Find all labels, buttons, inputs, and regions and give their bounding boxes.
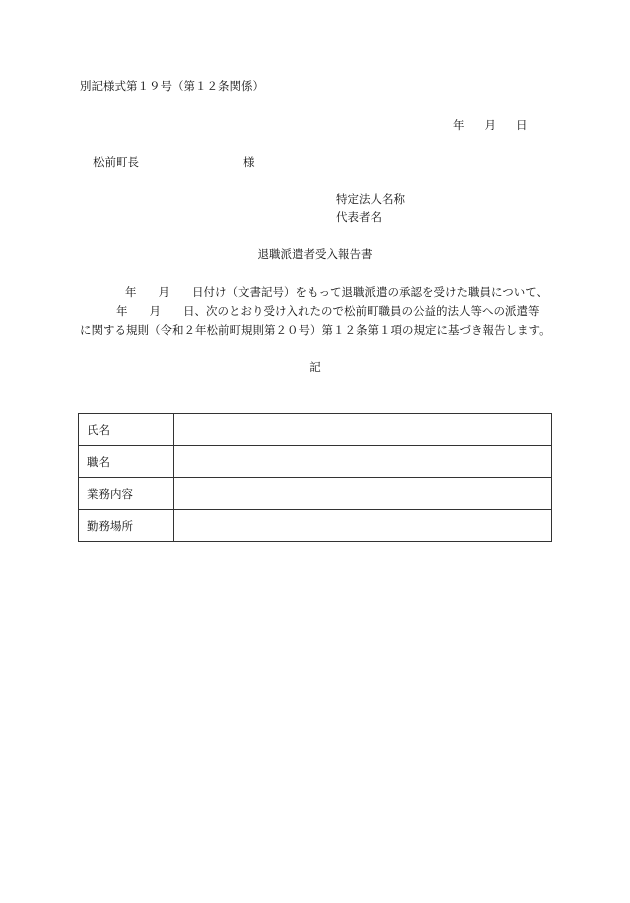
table-row: [79, 446, 552, 478]
body-line-1-month: 月: [158, 285, 170, 299]
body-line-1-year: 年: [125, 285, 137, 299]
body-line-1: [80, 287, 548, 299]
table-row: [79, 510, 552, 542]
body-line-2-text: 日、次のとおり受け入れたので松前町職員の公益的法人等への派遣等: [183, 304, 540, 318]
addressee-name: 松前町長: [93, 155, 139, 169]
row-label-workplace: 勤務場所: [79, 510, 174, 542]
form-number: 別記様式第１９号（第１２条関係）: [80, 79, 264, 93]
date-year-label: 年: [453, 118, 465, 132]
addressee-honorific: 様: [243, 155, 255, 169]
date-day-label: 日: [516, 118, 528, 132]
table-row: [79, 414, 552, 446]
body-line-2-month: 月: [149, 304, 161, 318]
row-label-duties: 業務内容: [79, 478, 174, 510]
row-value-duties[interactable]: [174, 478, 552, 510]
detail-table: [78, 413, 552, 542]
row-value-name[interactable]: [174, 414, 552, 446]
body-line-1-text: 日付け（文書記号）をもって退職派遣の承認を受けた職員について、: [192, 285, 549, 299]
table-row: [79, 478, 552, 510]
body-line-2: [80, 306, 540, 318]
body-line-2-year: 年: [116, 304, 128, 318]
row-value-workplace[interactable]: [174, 510, 552, 542]
date-month-label: 月: [484, 118, 496, 132]
date-line: [453, 120, 528, 132]
row-label-title: 職名: [79, 446, 174, 478]
document-title: 退職派遣者受入報告書: [257, 247, 373, 261]
body-line-3: に関する規則（令和２年松前町規則第２０号）第１２条第１項の規定に基づき報告します。: [80, 323, 551, 337]
sender-org-label: 特定法人名称: [336, 192, 405, 206]
ki-heading: 記: [309, 360, 321, 374]
row-label-name: 氏名: [79, 414, 174, 446]
sender-rep-label: 代表者名: [336, 210, 382, 224]
row-value-title[interactable]: [174, 446, 552, 478]
